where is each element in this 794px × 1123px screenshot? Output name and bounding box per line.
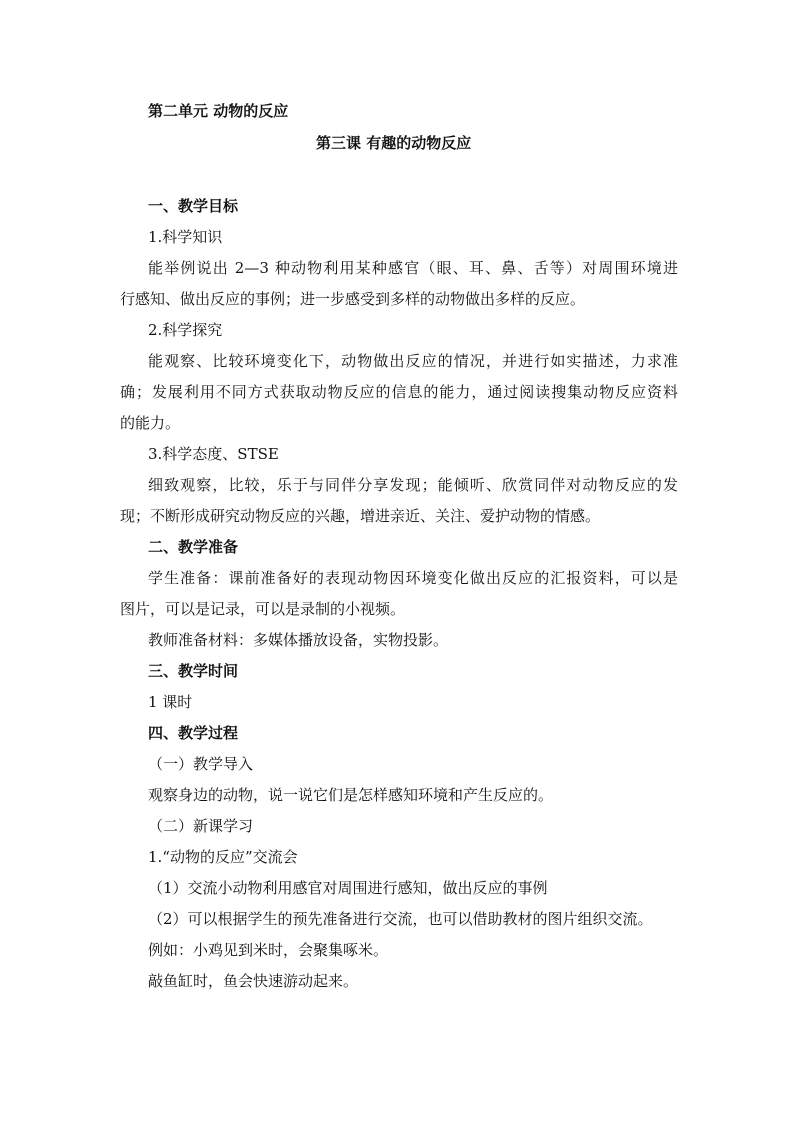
- paragraph-line: 能观察、比较环境变化下，动物做出反应的情况，并进行如实描述，力求准: [148, 352, 678, 370]
- unit-title: 第二单元 动物的反应: [148, 102, 289, 120]
- section-heading-time: 三、教学时间: [148, 662, 239, 680]
- paragraph-line: 细致观察，比较，乐于与同伴分享发现；能倾听、欣赏同伴对动物反应的发: [148, 476, 678, 494]
- subheading-new-lesson: （二）新课学习: [148, 817, 254, 835]
- paragraph-line: 教师准备材料：多媒体播放设备，实物投影。: [148, 631, 449, 649]
- lesson-title: 第三课 有趣的动物反应: [316, 134, 472, 152]
- paragraph-line: 敲鱼缸时，鱼会快速游动起来。: [148, 972, 359, 990]
- paragraph-line: 1 课时: [148, 693, 193, 711]
- paragraph-line: 图片，可以是记录，可以是录制的小视频。: [120, 600, 406, 618]
- paragraph-line: 行感知、做出反应的事例；进一步感受到多样的动物做出多样的反应。: [120, 290, 586, 308]
- subheading-inquiry: 2.科学探究: [148, 321, 223, 339]
- paragraph-line: 例如：小鸡见到米时，会聚集啄米。: [148, 941, 389, 959]
- list-item: 1.“动物的反应”交流会: [148, 848, 298, 866]
- paragraph-line: 能举例说出 2—3 种动物利用某种感官（眼、耳、鼻、舌等）对周围环境进: [148, 259, 678, 277]
- paragraph-line: 的能力。: [120, 414, 181, 432]
- section-heading-objectives: 一、教学目标: [148, 197, 239, 215]
- section-heading-process: 四、教学过程: [148, 724, 239, 742]
- subheading-knowledge: 1.科学知识: [148, 228, 223, 246]
- paragraph-line: 现；不断形成研究动物反应的兴趣，增进亲近、关注、爱护动物的情感。: [120, 507, 601, 525]
- subheading-introduction: （一）教学导入: [148, 755, 254, 773]
- paragraph-line: 观察身边的动物，说一说它们是怎样感知环境和产生反应的。: [148, 786, 554, 804]
- list-item: （2）可以根据学生的预先准备进行交流，也可以借助教材的图片组织交流。: [148, 910, 653, 928]
- paragraph-line: 确；发展利用不同方式获取动物反应的信息的能力，通过阅读搜集动物反应资料: [120, 383, 678, 401]
- paragraph-line: 学生准备：课前准备好的表现动物因环境变化做出反应的汇报资料，可以是: [148, 569, 678, 587]
- section-heading-preparation: 二、教学准备: [148, 538, 239, 556]
- subheading-attitude: 3.科学态度、STSE: [148, 445, 279, 463]
- list-item: （1）交流小动物利用感官对周围进行感知，做出反应的事例: [148, 879, 548, 897]
